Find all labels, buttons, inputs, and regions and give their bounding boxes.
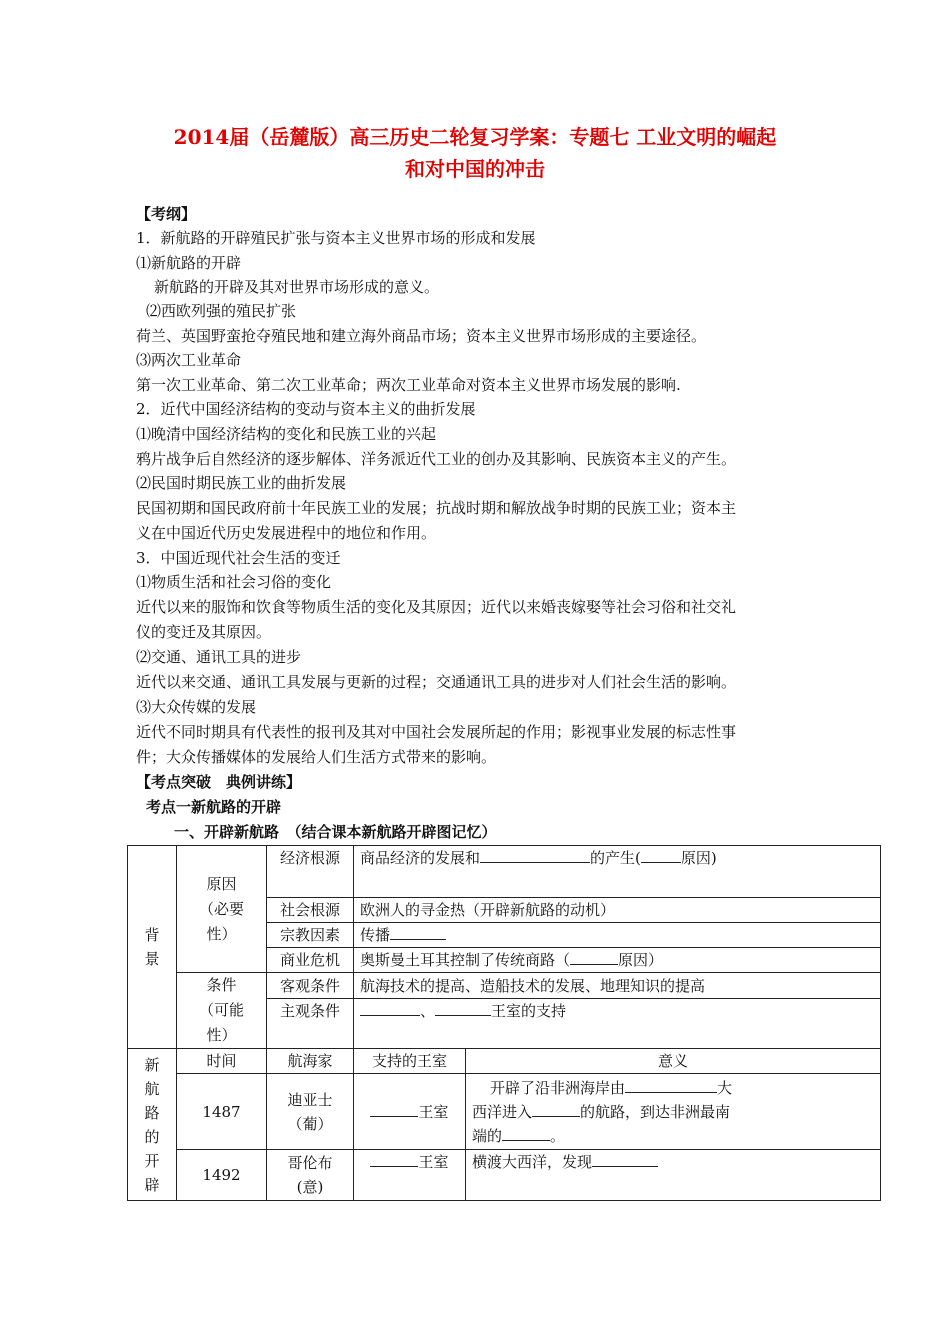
- outline-line: 近代以来交通、通讯工具发展与更新的过程；交通通讯工具的进步对人们社会生活的影响。: [136, 673, 737, 691]
- d1-significance: 开辟了沿非洲海岸由 大 西洋进入 的航路，到达非洲最南 端的 。: [466, 1074, 881, 1150]
- outline-line: 2．近代中国经济结构的变动与资本主义的曲折发展: [136, 400, 476, 418]
- section-kaodian: 考点一新航路的开辟: [146, 798, 282, 816]
- r4-label: 商业危机: [267, 948, 354, 973]
- outline-line: ⑶大众传媒的发展: [136, 698, 257, 716]
- outline-line: ⑵民国时期民族工业的曲折发展: [136, 474, 347, 492]
- r1-label: 经济根源: [267, 846, 354, 898]
- bg-label: 背景: [128, 846, 177, 1049]
- outline-header: 【考纲】: [136, 205, 197, 223]
- section-header: 【考点突破 典例讲练】: [136, 773, 302, 791]
- header-significance: 意义: [466, 1049, 881, 1074]
- outline-line: ⑵西欧列强的殖民扩张: [146, 302, 297, 320]
- outline-line: 1．新航路的开辟殖民扩张与资本主义世界市场的形成和发展: [136, 229, 536, 247]
- r3-content: 传播: [354, 923, 881, 948]
- outline-line: 民国初期和国民政府前十年民族工业的发展；抗战时期和解放战争时期的民族工业；资本主: [136, 499, 737, 517]
- r4-content: 奥斯曼土耳其控制了传统商路（ 原因）: [354, 948, 881, 973]
- r2-label: 社会根源: [267, 898, 354, 923]
- r6-label: 主观条件: [267, 999, 354, 1049]
- document-title-line2: 和对中国的冲击: [405, 157, 545, 181]
- r1-content: 商品经济的发展和 的产生( 原因): [354, 846, 881, 898]
- d1-royal: 王室: [354, 1074, 466, 1150]
- outline-line: ⑴新航路的开辟: [136, 254, 242, 272]
- cond-label: 条件（可能性）: [177, 973, 267, 1049]
- outline-line: 义在中国近代历史发展进程中的地位和作用。: [136, 524, 437, 542]
- outline-line: 仪的变迁及其原因。: [136, 623, 272, 641]
- outline-line: 近代不同时期具有代表性的报刊及其对中国社会发展所起的作用；影视事业发展的标志性事: [136, 723, 737, 741]
- header-navigator: 航海家: [267, 1049, 354, 1074]
- reason-label: 原因（必要性）: [177, 846, 267, 973]
- r2-content: 欧洲人的寻金热（开辟新航路的动机）: [354, 898, 881, 923]
- r6-content: 、 王室的支持: [354, 999, 881, 1049]
- d1-time: 1487: [177, 1074, 267, 1150]
- outline-line: ⑶两次工业革命: [136, 351, 242, 369]
- d2-significance: 横渡大西洋，发现: [466, 1150, 881, 1201]
- d2-time: 1492: [177, 1150, 267, 1201]
- outline-line: ⑴晚清中国经济结构的变化和民族工业的兴起: [136, 425, 437, 443]
- d2-navigator: 哥伦布 (意): [267, 1150, 354, 1201]
- outline-line: 鸦片战争后自然经济的逐步解体、洋务派近代工业的创办及其影响、民族资本主义的产生。: [136, 450, 737, 468]
- r5-content: 航海技术的提高、造船技术的发展、地理知识的提高: [354, 973, 881, 999]
- outline-line: 近代以来的服饰和饮食等物质生活的变化及其原因；近代以来婚丧嫁娶等社会习俗和社交礼: [136, 598, 737, 616]
- outline-line: ⑵交通、通讯工具的进步: [136, 648, 302, 666]
- outline-line: ⑴物质生活和社会习俗的变化: [136, 573, 332, 591]
- outline-line: 3．中国近现代社会生活的变迁: [136, 549, 341, 567]
- new-route-table: [127, 845, 881, 1201]
- document-title-line1: 2014届（岳麓版）高三历史二轮复习学案：专题七 工业文明的崛起: [173, 125, 777, 149]
- route-label: 新航路的开辟: [128, 1049, 177, 1201]
- r5-label: 客观条件: [267, 973, 354, 999]
- outline-line: 件；大众传播媒体的发展给人们生活方式带来的影响。: [136, 748, 497, 766]
- d1-navigator: 迪亚士 （葡）: [267, 1074, 354, 1150]
- d2-royal: 王室: [354, 1150, 466, 1201]
- section-subheading: 一、开辟新航路 （结合课本新航路开辟图记忆）: [174, 823, 497, 841]
- header-royal: 支持的王室: [354, 1049, 466, 1074]
- outline-line: 荷兰、英国野蛮抢夺殖民地和建立海外商品市场；资本主义世界市场形成的主要途径。: [136, 327, 707, 345]
- header-time: 时间: [177, 1049, 267, 1074]
- outline-line: 新航路的开辟及其对世界市场形成的意义。: [154, 278, 440, 296]
- outline-line: 第一次工业革命、第二次工业革命；两次工业革命对资本主义世界市场发展的影响.: [136, 376, 681, 394]
- r3-label: 宗教因素: [267, 923, 354, 948]
